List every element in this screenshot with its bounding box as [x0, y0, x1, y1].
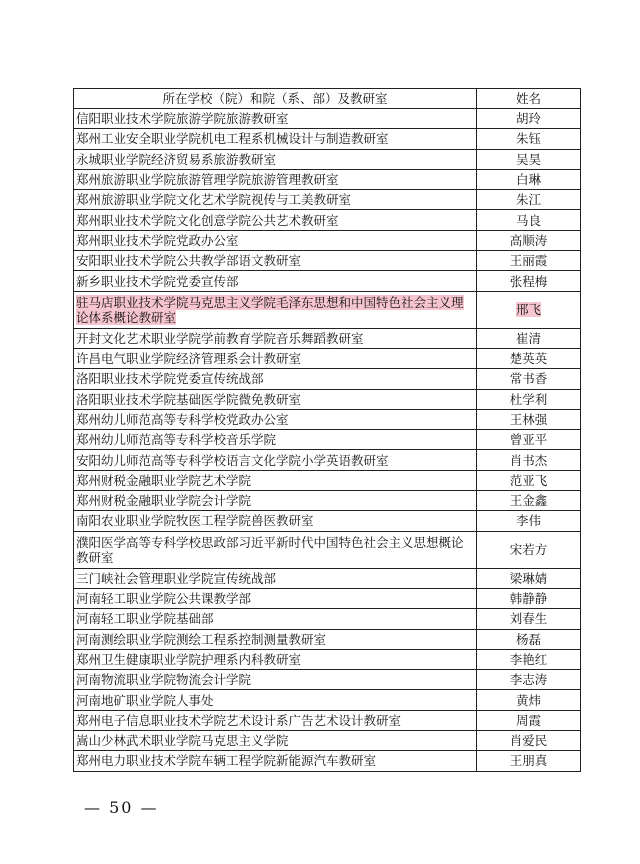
table-row [74, 491, 581, 511]
table-row [74, 210, 581, 230]
table-row [74, 348, 581, 368]
row-name: 朱钰 [477, 129, 581, 149]
row-name: 范亚飞 [477, 470, 581, 490]
table-row [74, 328, 581, 348]
row-name: 吴昊 [477, 149, 581, 169]
row-department: 永城职业学院经济贸易系旅游教研室 [74, 149, 477, 169]
row-name: 杨磊 [477, 629, 581, 649]
highlighted-department: 驻马店职业技术学院马克思主义学院毛泽东思想和中国特色社会主义理论体系概论教研室 [76, 294, 464, 325]
row-name: 韩静静 [477, 588, 581, 608]
row-department: 洛阳职业技术学院党委宣传统战部 [74, 369, 477, 389]
row-name: 王丽霞 [477, 251, 581, 271]
row-department: 郑州职业技术学院党政办公室 [74, 230, 477, 250]
table-row [74, 129, 581, 149]
table-row [74, 710, 581, 730]
row-department: 郑州工业安全职业学院机电工程系机械设计与制造教研室 [74, 129, 477, 149]
row-name: 胡玲 [477, 109, 581, 129]
row-name: 朱江 [477, 190, 581, 210]
row-name: 王金鑫 [477, 491, 581, 511]
row-department: 河南轻工职业学院基础部 [74, 609, 477, 629]
table-row [74, 450, 581, 470]
table-row [74, 531, 581, 568]
table-row [74, 389, 581, 409]
row-name: 楚英英 [477, 348, 581, 368]
row-name: 马良 [477, 210, 581, 230]
row-department: 郑州职业技术学院文化创意学院公共艺术教研室 [74, 210, 477, 230]
table-row [74, 109, 581, 129]
row-name: 黄炜 [477, 690, 581, 710]
row-name: 王林强 [477, 409, 581, 429]
row-department: 三门峡社会管理职业学院宣传统战部 [74, 568, 477, 588]
table-row [74, 291, 581, 328]
table-row [74, 430, 581, 450]
row-department: 开封文化艺术职业学院学前教育学院音乐舞蹈教研室 [74, 328, 477, 348]
row-department: 郑州幼儿师范高等专科学校党政办公室 [74, 409, 477, 429]
table-row [74, 609, 581, 629]
row-department: 郑州卫生健康职业学院护理系内科教研室 [74, 649, 477, 669]
row-department: 濮阳医学高等专科学校思政部习近平新时代中国特色社会主义思想概论教研室 [74, 531, 477, 568]
table-row [74, 169, 581, 189]
row-name: 崔清 [477, 328, 581, 348]
row-name: 李志涛 [477, 670, 581, 690]
table-row [74, 470, 581, 490]
row-department [74, 291, 477, 328]
row-name: 肖书杰 [477, 450, 581, 470]
row-department: 郑州旅游职业学院文化艺术学院视传与工美教研室 [74, 190, 477, 210]
table-row [74, 369, 581, 389]
header-name: 姓名 [477, 89, 581, 109]
row-name: 李伟 [477, 511, 581, 531]
row-department: 郑州财税金融职业学院艺术学院 [74, 470, 477, 490]
table-row [74, 230, 581, 250]
row-department: 郑州电力职业技术学院车辆工程学院新能源汽车教研室 [74, 751, 477, 771]
row-department: 郑州幼儿师范高等专科学校音乐学院 [74, 430, 477, 450]
row-department: 许昌电气职业学院经济管理系会计教研室 [74, 348, 477, 368]
row-name: 常书香 [477, 369, 581, 389]
row-department: 郑州电子信息职业技术学院艺术设计系广告艺术设计教研室 [74, 710, 477, 730]
row-name: 梁琳婧 [477, 568, 581, 588]
table-row [74, 670, 581, 690]
row-name: 张程梅 [477, 271, 581, 291]
row-name [477, 291, 581, 328]
row-name: 高顺涛 [477, 230, 581, 250]
page-number: — 50 — [84, 798, 159, 817]
table-header-row [74, 89, 581, 109]
row-name: 肖爱民 [477, 731, 581, 751]
row-department: 河南测绘职业学院测绘工程系控制测量教研室 [74, 629, 477, 649]
row-name: 李艳红 [477, 649, 581, 669]
row-department: 洛阳职业技术学院基础医学院微免教研室 [74, 389, 477, 409]
row-department: 安阳职业技术学院公共教学部语文教研室 [74, 251, 477, 271]
table-row [74, 409, 581, 429]
row-department: 河南物流职业学院物流会计学院 [74, 670, 477, 690]
row-department: 南阳农业职业学院牧医工程学院兽医教研室 [74, 511, 477, 531]
highlighted-name: 邢飞 [515, 302, 541, 318]
row-name: 杜学利 [477, 389, 581, 409]
table-row [74, 649, 581, 669]
row-name: 周霞 [477, 710, 581, 730]
table-row [74, 511, 581, 531]
table-row [74, 690, 581, 710]
row-department: 信阳职业技术学院旅游学院旅游教研室 [74, 109, 477, 129]
table-row [74, 629, 581, 649]
row-department: 郑州旅游职业学院旅游管理学院旅游管理教研室 [74, 169, 477, 189]
row-name: 宋若方 [477, 531, 581, 568]
row-department: 嵩山少林武术职业学院马克思主义学院 [74, 731, 477, 751]
row-name: 王朋真 [477, 751, 581, 771]
table-row [74, 251, 581, 271]
staff-table [73, 88, 581, 772]
table-row [74, 751, 581, 771]
row-department: 河南轻工职业学院公共课教学部 [74, 588, 477, 608]
row-name: 白琳 [477, 169, 581, 189]
table-row [74, 568, 581, 588]
header-department: 所在学校（院）和院（系、部）及教研室 [74, 89, 477, 109]
row-department: 河南地矿职业学院人事处 [74, 690, 477, 710]
table-row [74, 271, 581, 291]
table-row [74, 149, 581, 169]
row-department: 安阳幼儿师范高等专科学校语言文化学院小学英语教研室 [74, 450, 477, 470]
table-row [74, 190, 581, 210]
table-row [74, 731, 581, 751]
table-body [74, 109, 581, 772]
row-department: 新乡职业技术学院党委宣传部 [74, 271, 477, 291]
row-name: 刘春生 [477, 609, 581, 629]
row-name: 曾亚平 [477, 430, 581, 450]
table-row [74, 588, 581, 608]
row-department: 郑州财税金融职业学院会计学院 [74, 491, 477, 511]
